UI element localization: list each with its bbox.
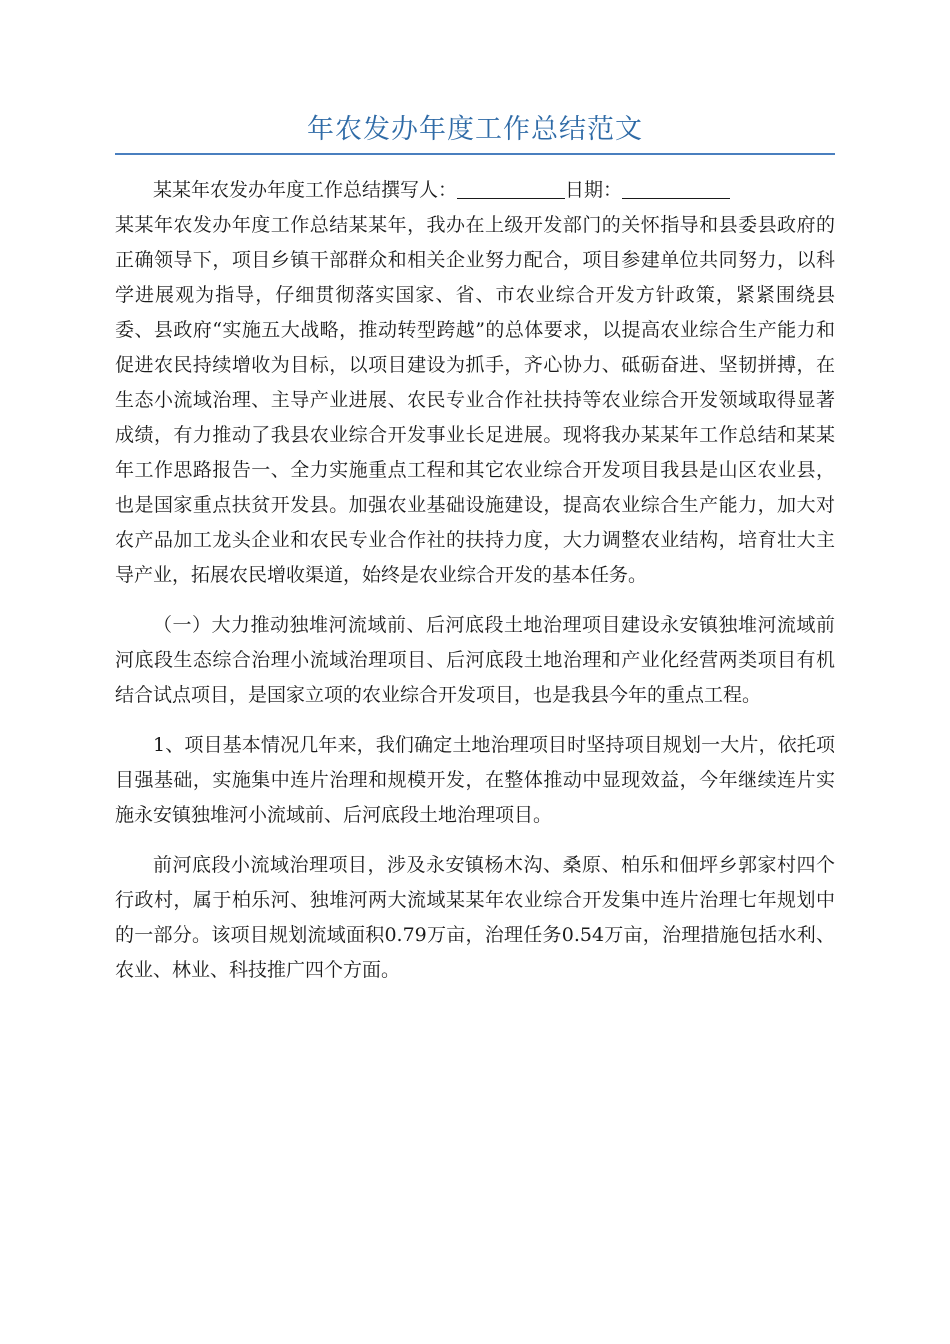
paragraph: 1、项目基本情况几年来，我们确定土地治理项目时坚持项目规划一大片，依托项目强基础，实施集中连片治理和规模开发，在整体推动中显现效益，今年继续连片实施永安镇独堆河小流域前、后河底段土地治理项目。 — [115, 734, 835, 826]
page-title: 年农发办年度工作总结范文 — [307, 114, 643, 145]
author-blank — [457, 176, 565, 199]
title-block — [115, 110, 835, 150]
document-body — [115, 173, 835, 988]
author-label: 某某年农发办年度工作总结撰写人： — [153, 179, 458, 201]
paragraph: 某某年农发办年度工作总结某某年，我办在上级开发部门的关怀指导和县委县政府的正确领导下，项目乡镇干部群众和相关企业努力配合，项目参建单位共同努力，以科学进展观为指导，仔细贯彻落实国家、省、市农业综合开发方针政策，紧紧围绕县委、县政府“实施五大战略，推动转型跨越”的总体要求，以提高农业综合生产能力和促进农民持续增收为目标，以项目建设为抓手，齐心协力、砥砺奋进、坚韧拼搏，在生态小流域治理、主导产业进展、农民专业合作社扶持等农业综合开发领域取得显著成绩，有力推动了我县农业综合开发事业长足进展。现将我办某某年工作总结和某某年工作思路报告一、全力实施重点工程和其它农业综合开发项目我县是山区农业县，也是国家重点扶贫开发县。加强农业基础设施建设，提高农业综合生产能力，加大对农产品加工龙头企业和农民专业合作社的扶持力度，大力调整农业结构，培育壮大主导产业，拓展农民增收渠道，始终是农业综合开发的基本任务。 — [115, 214, 835, 586]
title-underline — [115, 153, 835, 155]
author-date-line — [115, 173, 835, 208]
paragraph: （一）大力推动独堆河流域前、后河底段土地治理项目建设永安镇独堆河流域前河底段生态综合治理小流域治理项目、后河底段土地治理和产业化经营两类项目有机结合试点项目，是国家立项的农业综合开发项目，也是我县今年的重点工程。 — [115, 614, 835, 706]
date-blank — [622, 176, 730, 199]
paragraph: 前河底段小流域治理项目，涉及永安镇杨木沟、桑原、柏乐和佃坪乡郭家村四个行政村，属于柏乐河、独堆河两大流域某某年农业综合开发集中连片治理七年规划中的一部分。该项目规划流域面积0.79万亩，治理任务0.54万亩，治理措施包括水利、农业、林业、科技推广四个方面。 — [115, 854, 835, 981]
date-label: 日期： — [565, 179, 623, 201]
